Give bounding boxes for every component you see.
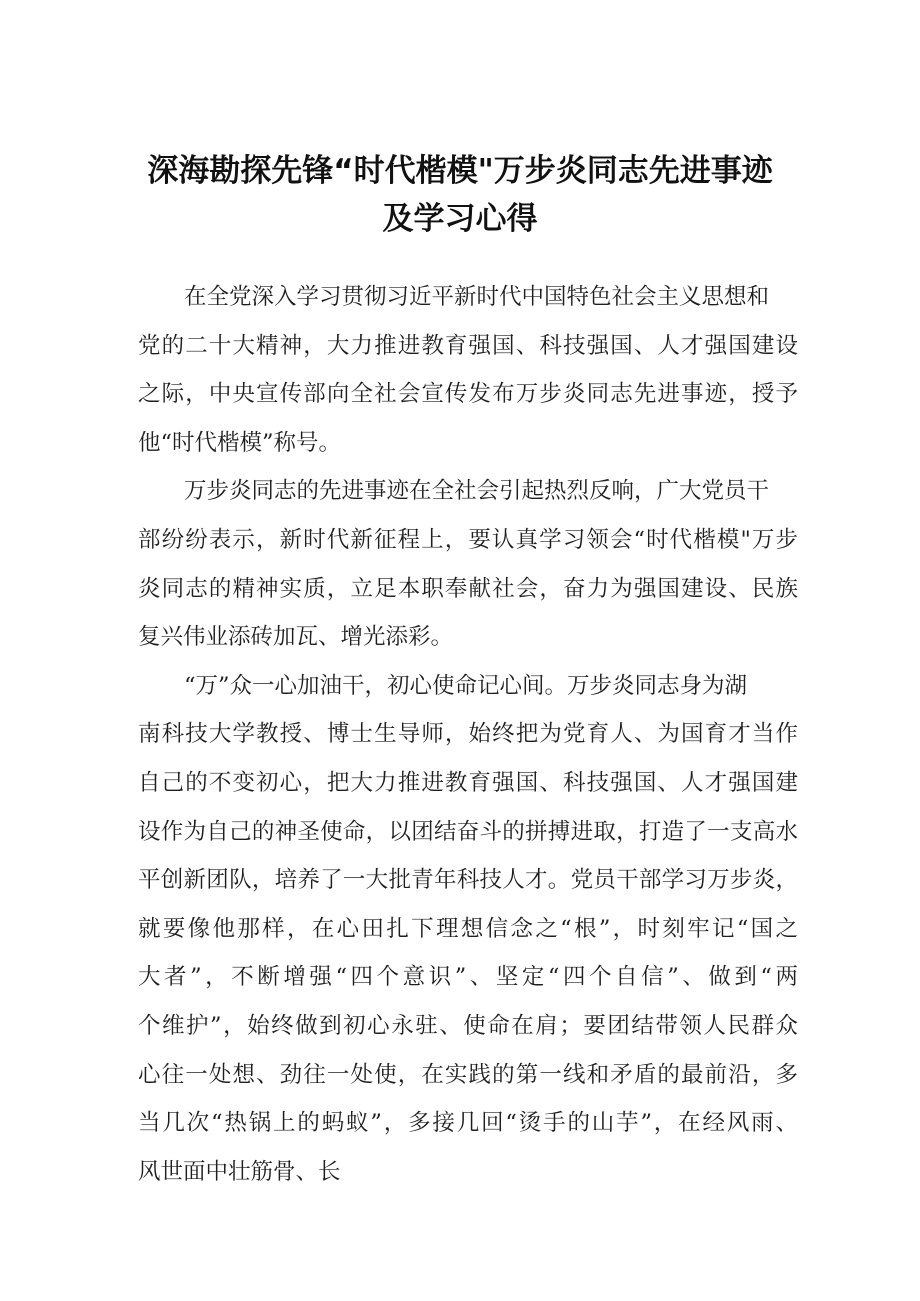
text-line: “万”众一心加油干，初心使命记心间。万步炎同志身为湖 (184, 672, 748, 699)
text-line: 炎同志的精神实质，立足本职奉献社会，奋力为强国建设、民族 (138, 575, 798, 602)
text-line: 平创新团队，培养了一大批青年科技人才。党员干部学习万步炎， (138, 867, 798, 894)
text-line: 党的二十大精神，大力推进教育强国、科技强国、人才强国建设 (138, 332, 798, 359)
text-line: 当几次“热锅上的蚂蚁”，多接几回“烫手的山芋”，在经风雨、 (138, 1110, 798, 1137)
text-line: 部纷纷表示，新时代新征程上，要认真学习领会“时代楷模"万步 (138, 527, 798, 553)
text-line: 就要像他那样，在心田扎下理想信念之“根”，时刻牢记“国之 (138, 915, 798, 942)
text-line: 大者”，不断增强“四个意识”、坚定“四个自信”、做到“两 (138, 964, 798, 991)
text-line: 南科技大学教授、博士生导师，始终把为党育人、为国育才当作 (138, 721, 798, 748)
text-line: 设作为自己的神圣使命，以团结奋斗的拼搏进取，打造了一支高水 (138, 818, 798, 845)
text-line: 他“时代楷模”称号。 (138, 429, 342, 456)
document-title-line-1: 深海勘探先锋“时代楷模"万步炎同志先进事迹 (147, 153, 773, 189)
text-line: 心往一处想、劲往一处使，在实践的第一线和矛盾的最前沿，多 (138, 1061, 798, 1088)
document-title-line-2: 及学习心得 (382, 201, 538, 237)
text-line: 风世面中壮筋骨、长 (138, 1158, 341, 1185)
text-line: 之际，中央宣传部向全社会宣传发布万步炎同志先进事迹，授予 (138, 381, 798, 408)
text-line: 在全党深入学习贯彻习近平新时代中国特色社会主义思想和 (184, 284, 770, 310)
text-line: 万步炎同志的先进事迹在全社会引起热烈反响，广大党员干 (184, 478, 770, 505)
text-line: 复兴伟业添砖加瓦、增光添彩。 (138, 624, 454, 651)
text-line: 个维护”，始终做到初心永驻、使命在肩；要团结带领人民群众 (138, 1013, 798, 1039)
text-line: 自己的不变初心，把大力推进教育强国、科技强国、人才强国建 (138, 770, 798, 796)
